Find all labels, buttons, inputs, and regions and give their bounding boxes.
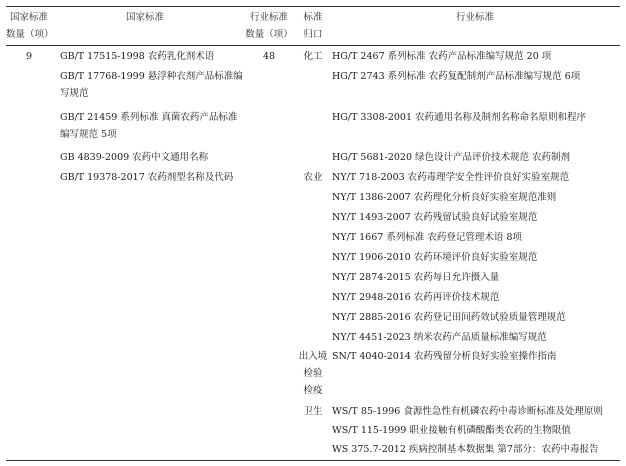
industry-count-value: 48 xyxy=(262,51,276,62)
header-industry-count-line2: 数量（项） xyxy=(245,29,293,40)
table-top-rule xyxy=(6,6,620,7)
header-industry-count-line1: 行业标准 xyxy=(249,12,288,23)
industry-standard-item: HG/T 2743 系列标准 农药复配制剂产品标准编写规范 6项 xyxy=(332,71,581,82)
owner-entry-exit-line: 检疫 xyxy=(303,385,323,396)
industry-standard-item: NY/T 1493-2007 农药残留试验良好试验室规范 xyxy=(332,212,538,223)
header-national-count xyxy=(6,9,52,43)
owner-entry-exit-inspection xyxy=(294,348,332,399)
owner-health: 卫生 xyxy=(303,406,323,417)
header-industry-count xyxy=(242,9,296,43)
industry-standard-item: NY/T 2948-2016 农药再评价技术规范 xyxy=(332,292,500,303)
header-national-standard: 国家标准 xyxy=(125,12,164,23)
header-standard-owner-line2: 归口 xyxy=(303,29,323,40)
industry-standard-item: WS 375.7-2012 疾病控制基本数据集 第7部分：农药中毒报告 xyxy=(332,444,599,455)
national-standard-item: GB/T 17515-1998 农药乳化剂术语 xyxy=(60,51,215,62)
national-standard-item: GB/T 21459 系列标准 真菌农药产品标准编写规范 5项 xyxy=(60,112,238,140)
industry-standard-item: SN/T 4040-2014 农药残留分析良好实验室操作指南 xyxy=(332,351,557,362)
header-national-count-line1: 国家标准 xyxy=(9,12,48,23)
header-national-count-line2: 数量（项） xyxy=(6,29,54,40)
industry-standard-item: WS/T 115-1999 职业接触有机磷酸酯类农药的生物限值 xyxy=(332,425,571,436)
industry-standard-item: NY/T 1667 系列标准 农药登记管理术语 8项 xyxy=(332,232,522,243)
industry-standard-item: NY/T 718-2003 农药毒理学安全性评价良好实验室规范 xyxy=(332,172,570,183)
table-bottom-rule xyxy=(6,460,620,461)
owner-agriculture: 农业 xyxy=(303,172,323,183)
owner-entry-exit-line: 出入境 xyxy=(298,351,328,362)
national-standard-item: GB 4839-2009 农药中文通用名称 xyxy=(60,152,209,163)
national-count-value: 9 xyxy=(25,51,33,62)
national-standard-item: GB/T 19378-2017 农药剂型名称及代码 xyxy=(60,172,234,183)
industry-standard-item: NY/T 2874-2015 农药每日允许摄入量 xyxy=(332,272,500,283)
national-standard-item: GB/T 17768-1999 悬浮种衣剂产品标准编写规范 xyxy=(60,71,243,99)
industry-standard-item: NY/T 4451-2023 纳米农药产品质量标准编写规范 xyxy=(332,332,547,343)
header-industry-standard: 行业标准 xyxy=(455,12,494,23)
header-standard-owner xyxy=(298,9,328,43)
industry-standard-item: NY/T 2885-2016 农药登记田间药效试验质量管理规范 xyxy=(332,312,566,323)
industry-standard-item: NY/T 1906-2010 农药环境评价良好实验室规范 xyxy=(332,252,538,263)
industry-standard-item: HG/T 2467 系列标准 农药产品标准编写规范 20 项 xyxy=(332,51,552,62)
industry-standard-item: HG/T 3308-2001 农药通用名称及制剂名称命名原则和程序 xyxy=(332,112,587,123)
owner-entry-exit-line: 检验 xyxy=(303,368,323,379)
industry-standard-item: HG/T 5681-2020 绿色设计产品评价技术规范 农药制剂 xyxy=(332,152,571,163)
header-standard-owner-line1: 标准 xyxy=(303,12,323,23)
industry-standard-item: WS/T 85-1996 食源性急性有机磷农药中毒诊断标准及处理原则 xyxy=(332,406,603,417)
industry-standard-item: NY/T 1386-2007 农药理化分析良好实验室规范准则 xyxy=(332,192,557,203)
owner-chemical: 化工 xyxy=(303,51,323,62)
table-header-rule xyxy=(6,45,620,46)
